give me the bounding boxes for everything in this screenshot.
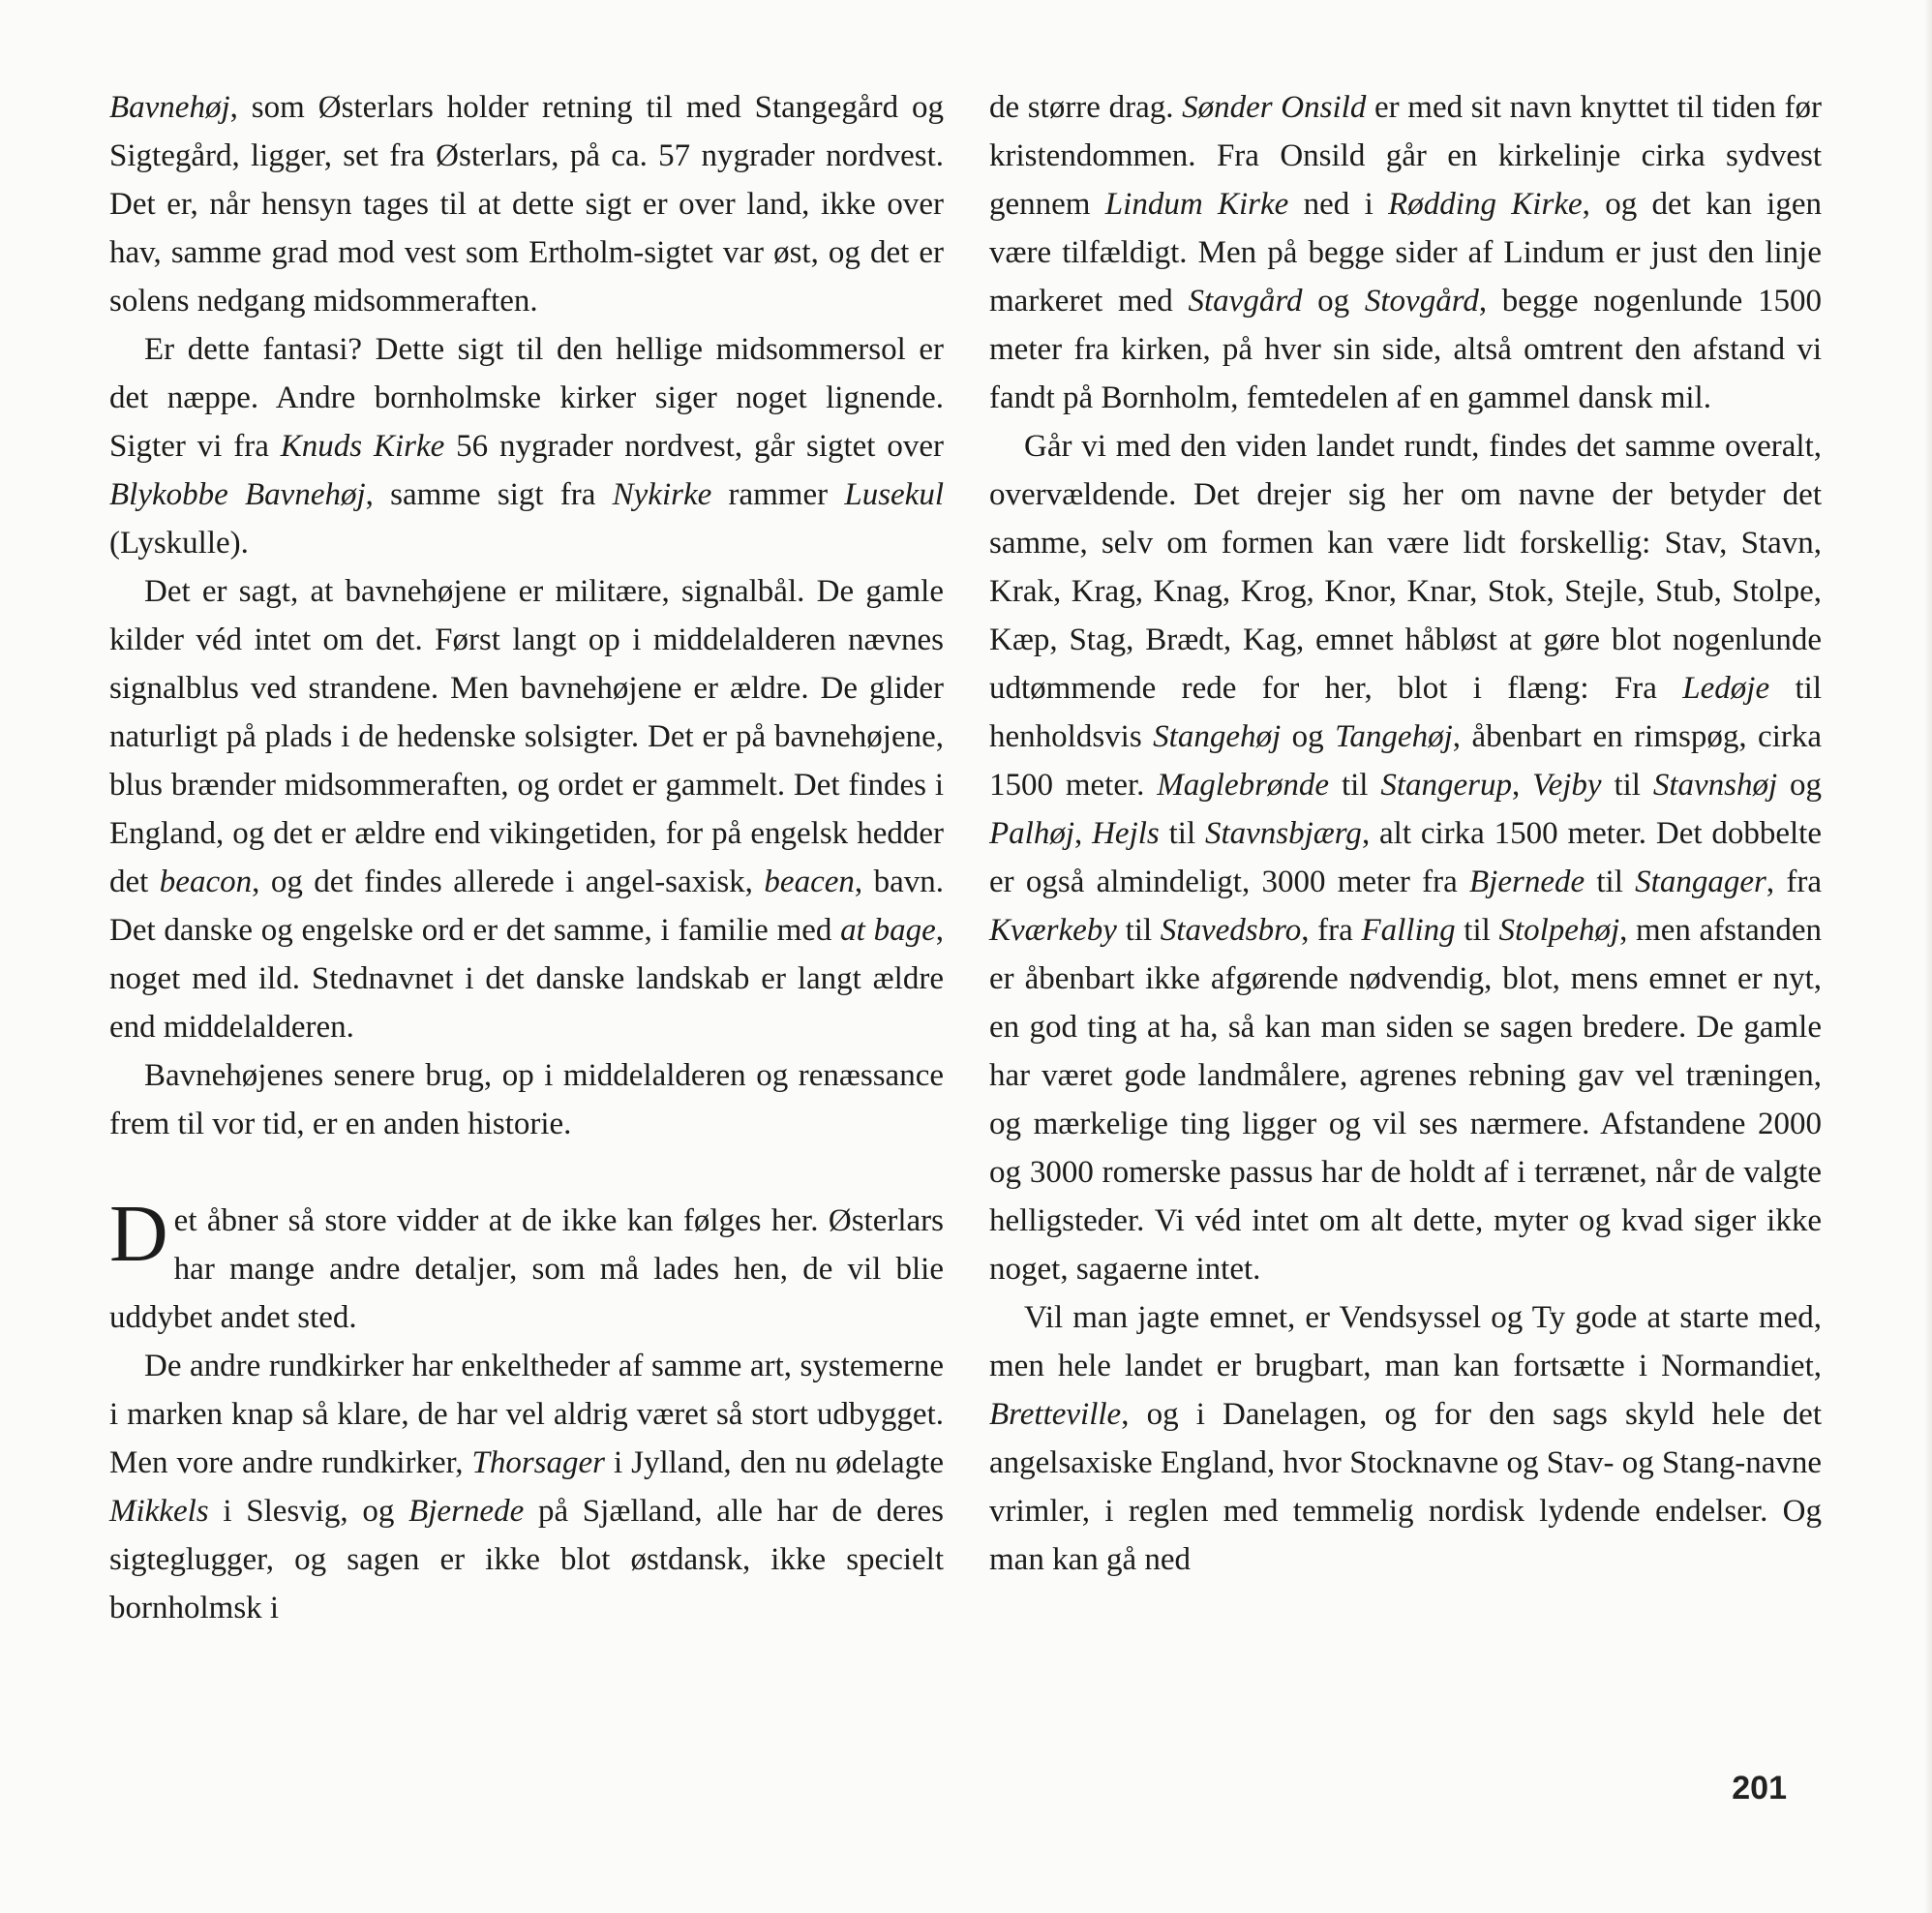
page-edge [1924,0,1932,1913]
text-run: Går vi med den viden landet rundt, findes det samme overalt, overvældende. Det drejer sig her om navne der betyder det samme, selv om formen kan være lidt forskellig: Stav, Stavn, Krak, Krag, Knag, Krog, Knor, Knar, Stok, Stejle, Stub, Stolpe, Kæp, Stag, Brædt, Kag, emnet håbløst at gøre blot nogenlunde udtømmende rede for her, blot i flæng: Fra [989,429,1822,706]
text-run: til [1116,913,1161,948]
italic-text-run: Palhøj [989,816,1074,851]
italic-text-run: Hejls [1092,816,1160,851]
text-run: til henholdsvis [989,671,1822,754]
paragraph [109,83,944,325]
italic-text-run: Bretteville [989,1397,1122,1432]
italic-text-run: Stavnshøj [1652,768,1778,803]
text-run: til [1329,768,1381,803]
left-column [109,83,944,1632]
italic-text-run: Stovgård [1364,284,1479,319]
text-run: og [1281,719,1336,754]
italic-text-run: at bage [840,913,936,948]
text-run: på Sjælland, alle har de deres sigteglugger, og sagen er ikke blot østdansk, ikke specielt bornholmsk i [109,1494,945,1625]
text-run: rammer [711,477,845,512]
italic-text-run: Falling [1361,913,1456,948]
text-run: Bavnehøjenes senere brug, op i middelalderen og renæssance frem til vor tid, er en anden historie. [109,1058,944,1141]
page-number: 201 [1732,1770,1787,1807]
italic-text-run: Thorsager [471,1445,606,1480]
paragraph [109,567,944,1051]
right-column [989,83,1822,1584]
text-run: ned i [1288,187,1389,222]
text-run: , og det kan igen være tilfældigt. Men på begge sider af Lindum er just den linje markeret med [989,187,1822,319]
drop-cap: D [109,1189,168,1279]
italic-text-run: beacon [159,865,253,899]
italic-text-run: Tangehøj [1335,719,1453,754]
italic-text-run: Nykirke [612,477,712,512]
text-run: , og i Danelagen, og for den sags skyld hele det angelsaxiske England, hvor Stocknavne og Stav- og Stang-navne vrimler, i reglen med temmelig nordisk lydende endelser. Og man kan gå ned [989,1397,1822,1577]
text-run: , og det findes allerede i angel-saxisk, [252,865,765,899]
text-run: i Slesvig, og [208,1494,409,1529]
italic-text-run: Lusekul [844,477,945,512]
text-run: De andre rundkirker har enkeltheder af samme art, systemerne i marken knap så klare, de har vel aldrig været så stort udbygget. Men vore andre rundkirker, [109,1349,944,1480]
italic-text-run: Ledøje [1682,671,1770,706]
text-run: Er dette fantasi? Dette sigt til den hellige midsommersol er det næppe. Andre bornholmske kirker siger noget lignende. Sigter vi fra [109,332,944,464]
text-run: de større drag. [989,90,1183,125]
italic-text-run: Stolpehøj [1498,913,1620,948]
italic-text-run: Bjernede [1469,865,1585,899]
paragraph [989,422,1822,1293]
paragraph-body [109,1189,944,1335]
text-run: , [1074,816,1093,851]
italic-text-run: Sønder Onsild [1182,90,1367,125]
paragraph [109,1051,944,1148]
italic-text-run: Stavgård [1188,284,1303,319]
text-run: , bavn. Det danske og engelske ord er det samme, i familie med [109,865,944,948]
italic-text-run: Maglebrønde [1157,768,1330,803]
italic-text-run: Rødding Kirke [1388,187,1583,222]
text-run: til [1159,816,1205,851]
text-run: et åbner så store vidder at de ikke kan følges her. Østerlars har mange andre detaljer, som må lades hen, de vil blie uddybet andet sted. [109,1203,944,1335]
italic-text-run: Bavnehøj [109,90,230,125]
text-run: , fra [1301,913,1362,948]
italic-text-run: Stavedsbro [1160,913,1302,948]
text-run: , alt cirka 1500 meter. Det dobbelte er også almindeligt, 3000 meter fra [989,816,1823,899]
text-run: til [1455,913,1499,948]
text-run: og [1777,768,1823,803]
italic-text-run: Stangehøj [1153,719,1282,754]
paragraph [989,83,1822,422]
italic-text-run: Stavnsbjærg [1204,816,1362,851]
italic-text-run: Vejby [1532,768,1602,803]
text-run: , men afstanden er åbenbart ikke afgørende nødvendig, blot, mens emnet er nyt, en god ting at ha, så kan man siden se sagen bredere. De gamle har været gode landmålere, agrenes rebning gav vel træningen, og mærkelige ting ligger og vil ses nærmere. Afstandene 2000 og 3000 romerske passus har de holdt af i terrænet, når de valgte helligsteder. Vi véd intet om alt dette, myter og kvad siger ikke noget, sagaerne intet. [989,913,1822,1287]
text-run: er med sit navn knyttet til tiden før kristendommen. Fra Onsild går en kirkelinje cirka sydvest gennem [989,90,1823,222]
italic-text-run: Stangerup [1380,768,1512,803]
italic-text-run: beacen [764,865,855,899]
text-run: , noget med ild. Stednavnet i det danske landskab er langt ældre end middelalderen. [109,913,944,1045]
italic-text-run: Blykobbe Bavnehøj [109,477,366,512]
italic-text-run: Kværkeby [989,913,1117,948]
text-run: , fra [1766,865,1822,899]
italic-text-run: Stangager [1635,865,1766,899]
text-run: Vil man jagte emnet, er Vendsyssel og Ty gode at starte med, men hele landet er brugbart, man kan fortsætte i Normandiet, [989,1300,1822,1383]
text-run: til [1585,865,1636,899]
italic-text-run: Lindum Kirke [1104,187,1289,222]
text-run: , samme sigt fra [365,477,613,512]
italic-text-run: Knuds Kirke [280,429,445,464]
text-run: Det er sagt, at bavnehøjene er militære, signalbål. De gamle kilder véd intet om det. Først langt op i middelalderen nævnes signalblus ved strandene. Men bavnehøjene er ældre. De glider naturligt på plads i de hedenske solsigter. Det er på bavnehøjene, blus brænder midsommeraften, og ordet er gammelt. Det findes i England, og det er ældre end vikingetiden, for på engelsk hedder det [109,574,944,899]
italic-text-run: Mikkels [109,1494,209,1529]
text-run: , [1511,768,1533,803]
text-run: og [1302,284,1365,319]
text-run: , som Østerlars holder retning til med Stangegård og Sigtegård, ligger, set fra Østerlars, på ca. 57 nygrader nordvest. Det er, når hensyn tages til at dette sigt er over land, ikke over hav, samme grad mod vest som Ertholm-sigtet var øst, og det er solens nedgang midsommeraften. [109,90,944,319]
paragraph [109,325,944,567]
text-run: , åbenbart en rimspøg, cirka 1500 meter. [989,719,1823,803]
paragraph [109,1342,944,1632]
paragraph [989,1293,1822,1584]
text-run: 56 nygrader nordvest, går sigtet over [444,429,944,464]
text-run: , begge nogenlunde 1500 meter fra kirken, på hver sin side, altså omtrent den afstand vi fandt på Bornholm, femtedelen af en gammel dansk mil. [989,284,1822,415]
text-run: i Jylland, den nu ødelagte [605,1445,945,1480]
text-run: til [1601,768,1653,803]
text-run: (Lyskulle). [109,526,249,561]
italic-text-run: Bjernede [408,1494,525,1529]
paragraph-with-drop-cap [109,1189,944,1342]
